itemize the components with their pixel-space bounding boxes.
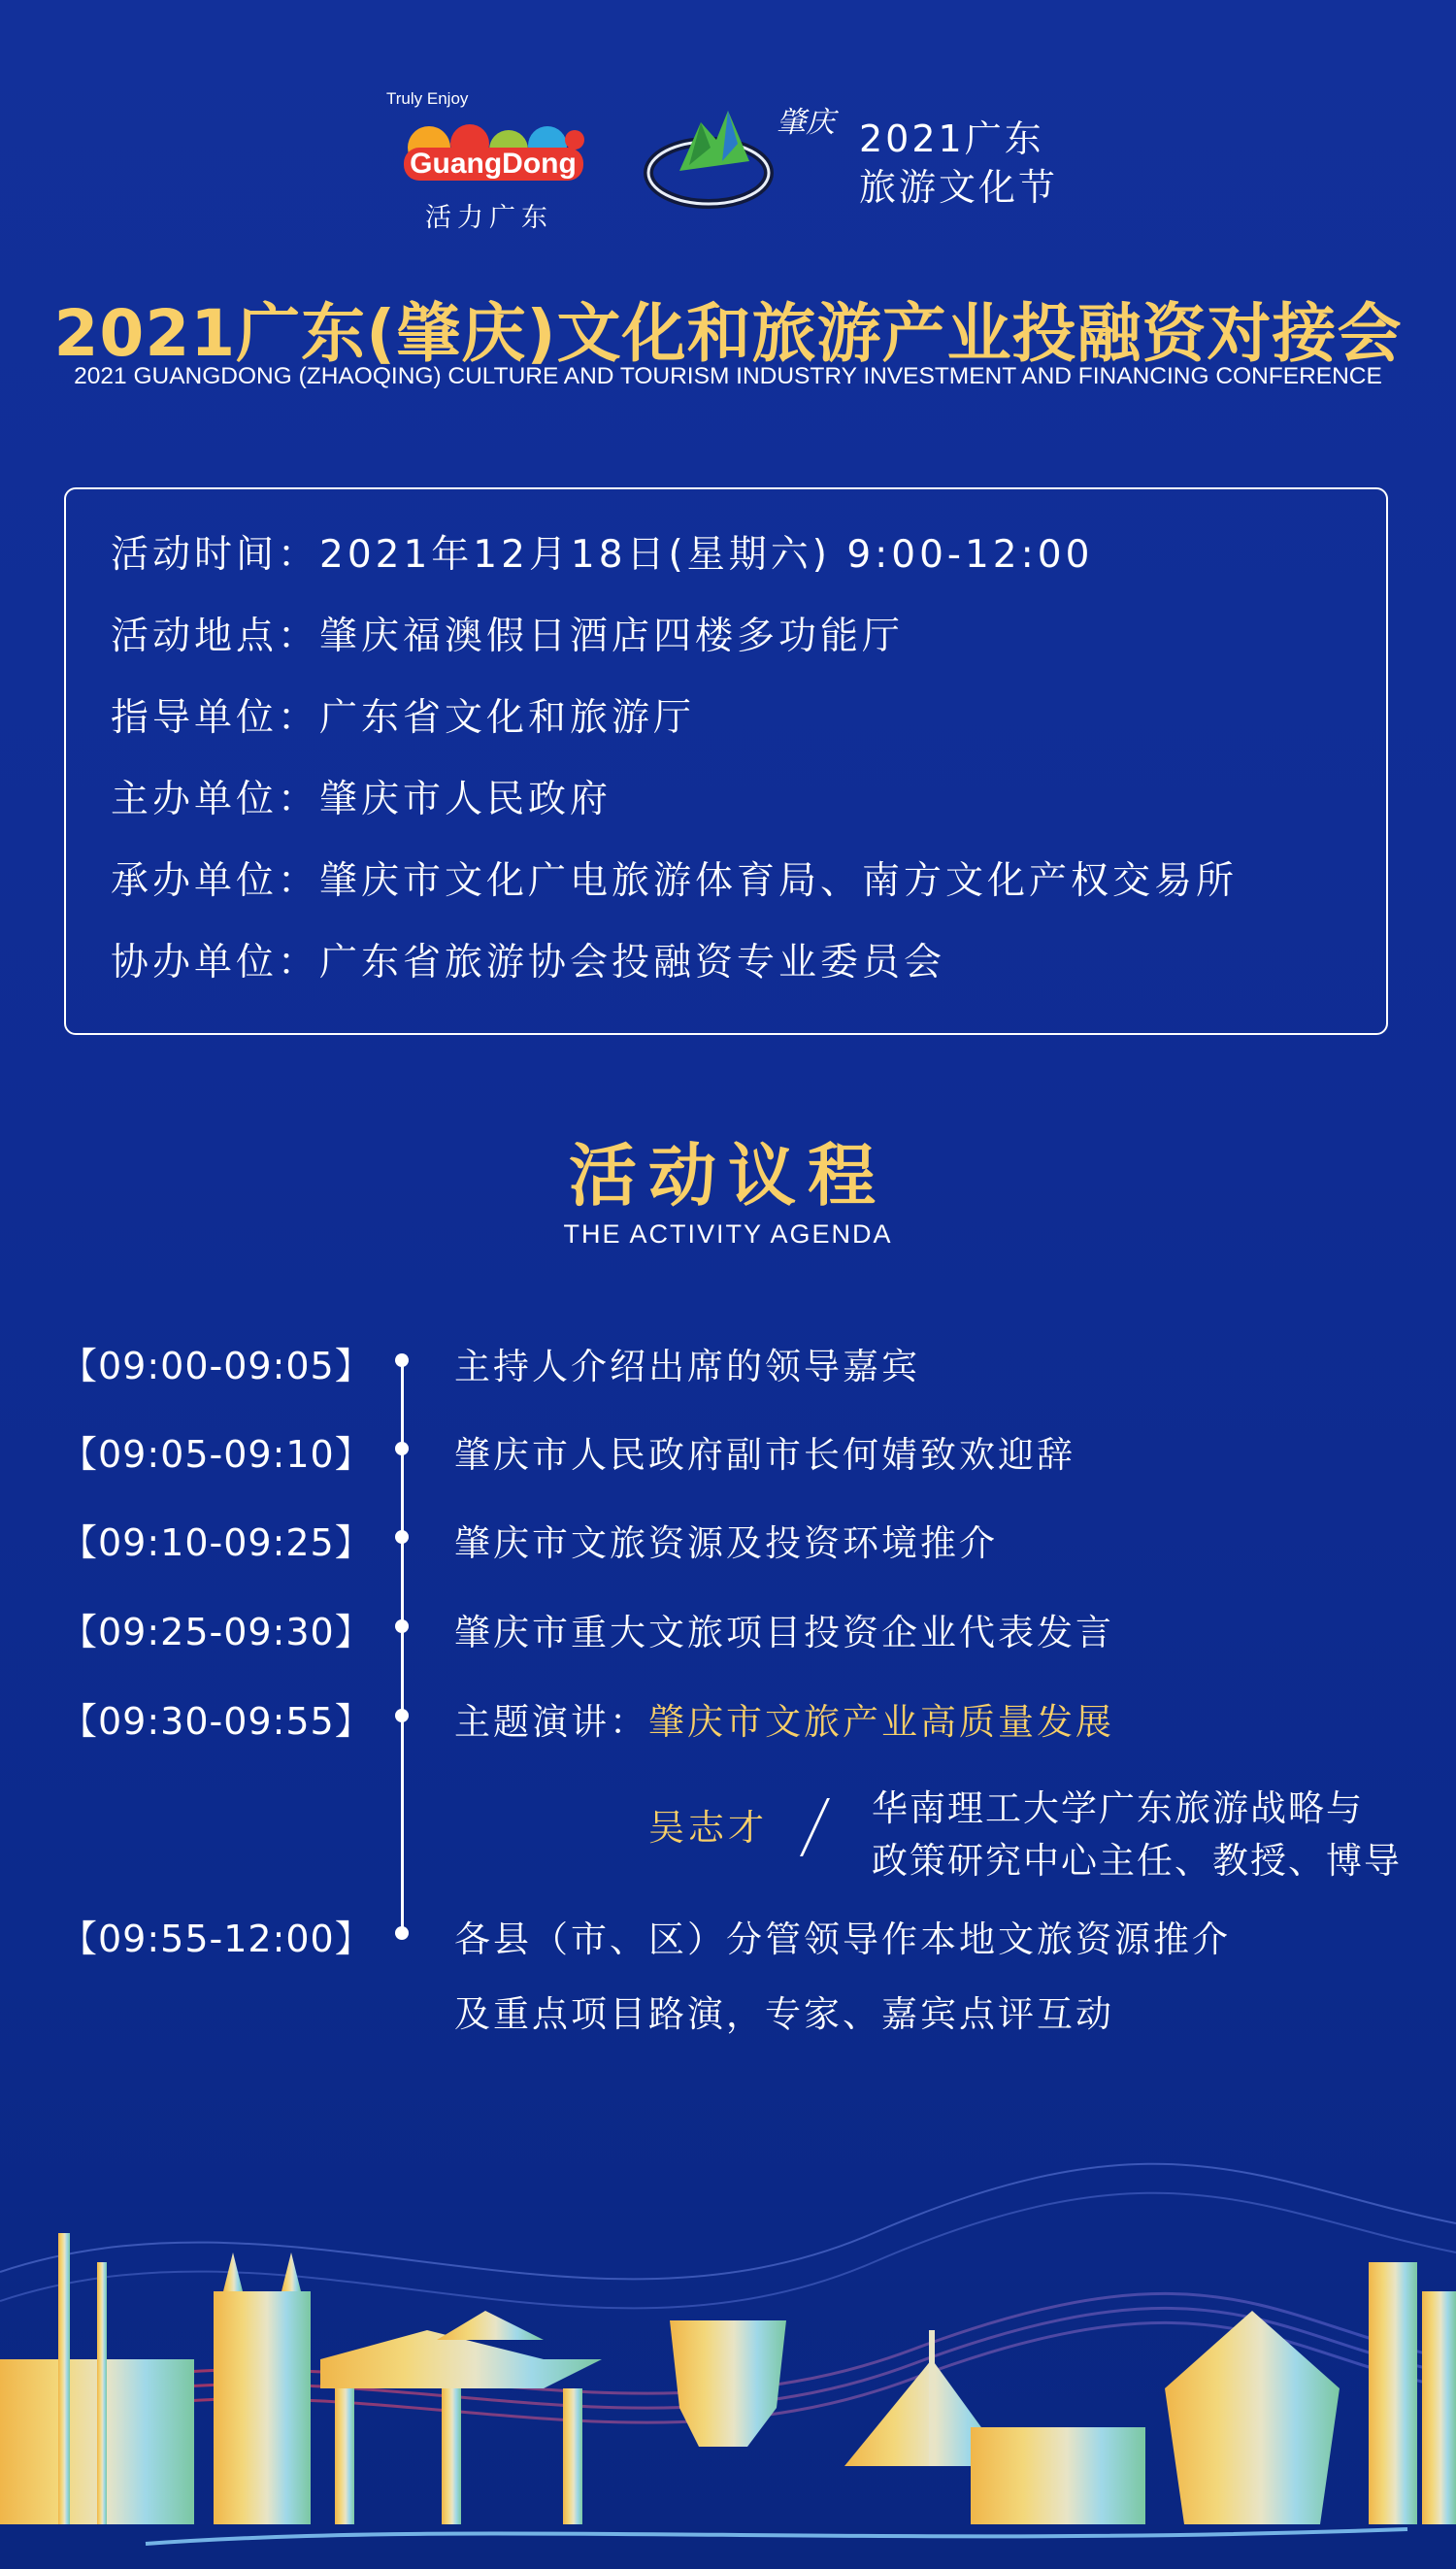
timeline-dot — [395, 1442, 409, 1455]
agenda-time: 【09:30-09:55】 — [60, 1700, 373, 1743]
timeline-dot — [395, 1619, 409, 1633]
agenda-time: 【09:05-09:10】 — [60, 1433, 373, 1476]
timeline-dot — [395, 1709, 409, 1722]
timeline-dot — [395, 1530, 409, 1544]
page-subtitle-en: 2021 GUANGDONG (ZHAOQING) CULTURE AND TOURISM INDUSTRY INVESTMENT AND FINANCING CONFERENCE — [74, 363, 1382, 389]
info-row-guidance: 指导单位：广东省文化和旅游厅 — [111, 696, 696, 740]
info-row-venue: 活动地点：肇庆福澳假日酒店四楼多功能厅 — [111, 615, 905, 658]
agenda-item: 肇庆市文旅资源及投资环境推介 — [454, 1522, 998, 1564]
keynote-topic: 肇庆市文旅产业高质量发展 — [648, 1701, 1114, 1743]
agenda-item: 各县（市、区）分管领导作本地文旅资源推介 — [454, 1918, 1231, 1960]
agenda-time: 【09:25-09:30】 — [60, 1611, 373, 1653]
speaker-name: 吴志才 — [648, 1807, 768, 1849]
logo-subtitle: 活力广东 — [425, 203, 553, 233]
agenda-item-keynote: 主题演讲：肇庆市文旅产业高质量发展 — [454, 1701, 1114, 1743]
event-info-box — [64, 487, 1388, 1035]
svg-text:GuangDong: GuangDong — [410, 148, 577, 180]
info-row-time: 活动时间：2021年12月18日(星期六) 9:00-12:00 — [111, 533, 1094, 577]
agenda-subtitle-en: THE ACTIVITY AGENDA — [563, 1219, 893, 1249]
agenda-time: 【09:10-09:25】 — [60, 1521, 373, 1564]
logo-tagline: Truly Enjoy — [386, 89, 469, 108]
agenda-item: 肇庆市重大文旅项目投资企业代表发言 — [454, 1612, 1114, 1653]
speaker-title-line-1: 华南理工大学广东旅游战略与 — [872, 1787, 1364, 1829]
divider-slash — [800, 1798, 830, 1856]
info-row-host: 主办单位：肇庆市人民政府 — [111, 778, 612, 821]
zhaoqing-mountain-logo-icon — [641, 93, 835, 219]
timeline-dot — [395, 1926, 409, 1940]
timeline-dot — [395, 1353, 409, 1367]
agenda-time: 【09:00-09:05】 — [60, 1345, 373, 1387]
info-row-co-organizer: 协办单位：广东省旅游协会投融资专业委员会 — [111, 941, 946, 984]
guangdong-logo — [386, 89, 600, 235]
agenda-item: 主持人介绍出席的领导嘉宾 — [454, 1346, 920, 1387]
info-row-organizer: 承办单位：肇庆市文化广电旅游体育局、南方文化产权交易所 — [111, 859, 1239, 903]
page-title: 2021广东(肇庆)文化和旅游产业投融资对接会 — [53, 296, 1403, 371]
guangdong-wordmark-icon — [392, 118, 591, 188]
agenda-time: 【09:55-12:00】 — [60, 1918, 373, 1960]
festival-line-2: 旅游文化节 — [859, 166, 1059, 209]
agenda-item: 肇庆市人民政府副市长何婧致欢迎辞 — [454, 1434, 1075, 1476]
agenda-title: 活动议程 — [569, 1135, 887, 1216]
city-skyline-illustration — [0, 2039, 1456, 2569]
svg-text:肇庆: 肇庆 — [777, 106, 835, 140]
speaker-title-line-2: 政策研究中心主任、教授、博导 — [872, 1840, 1402, 1882]
agenda-item-continued: 及重点项目路演，专家、嘉宾点评互动 — [454, 1993, 1114, 2035]
festival-name — [859, 115, 1058, 212]
festival-line-1: 2021广东 — [859, 117, 1044, 160]
